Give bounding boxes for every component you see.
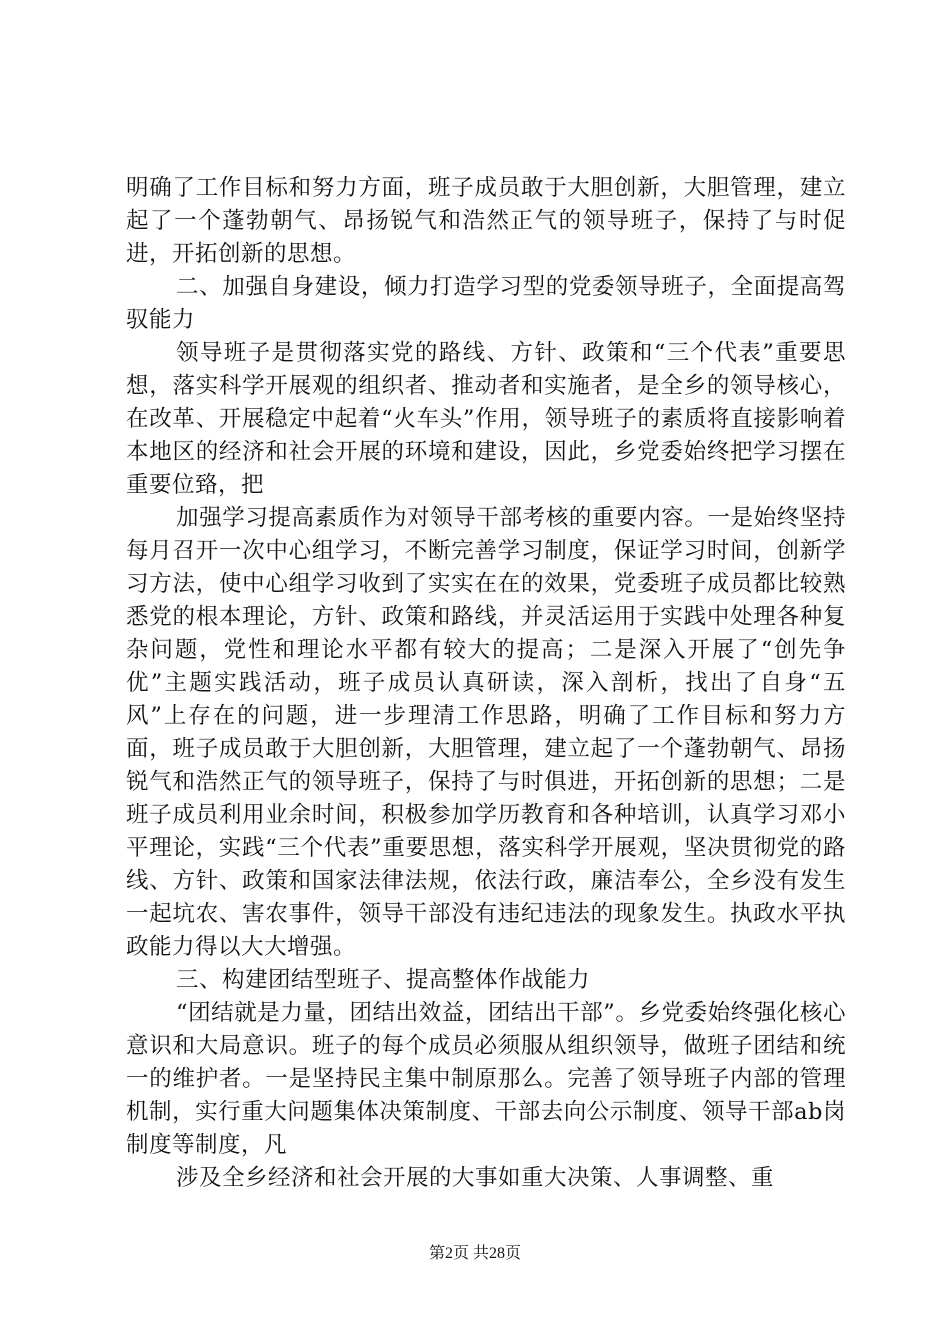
paragraph-6: “团结就是力量，团结出效益，团结出干部”。乡党委始终强化核心意识和大局意识。班子的每个成员必须服从组织领导，做班子团结和统一的维护者。一是坚持民主集中制原那么。完善了领导班子内部的管理机制，实行重大问题集体决策制度、干部去向公示制度、领导干部ab岗制度等制度，凡 [126,1000,846,1158]
page-footer: 第2页 共28页 [428,1245,521,1262]
paragraph-4: 加强学习提高素质作为对领导干部考核的重要内容。一是始终坚持每月召开一次中心组学习，不断完善学习制度，保证学习时间，创新学习方法，使中心组学习收到了实实在在的效果，党委班子成员都比较熟悉党的根本理论，方针、政策和路线，并灵活运用于实践中处理各种复杂问题，党性和理论水平都有较大的提高；二是深入开展了“创先争优”主题实践活动，班子成员认真研读，深入剖析，找出了自身“五风”上存在的问题，进一步理清工作思路，明确了工作目标和努力方面，班子成员敢于大胆创新，大胆管理，建立起了一个蓬勃朝气、昂扬锐气和浩然正气的领导班子，保持了与时俱进，开拓创新的思想；二是班子成员利用业余时间，积极参加学历教育和各种培训，认真学习邓小平理论，实践“三个代表”重要思想，落实科学开展观，坚决贯彻党的路线、方针、政策和国家法律法规，依法行政，廉洁奉公，全乡没有发生一起坑农、害农事件，领导干部没有违纪违法的现象发生。执政水平执政能力得以大大增强。 [126,505,846,960]
section-heading-3: 三、构建团结型班子、提高整体作战能力 [176,967,591,993]
paragraph-3: 领导班子是贯彻落实党的路线、方针、政策和“三个代表”重要思想，落实科学开展观的组织者、推动者和实施者，是全乡的领导核心，在改革、开展稳定中起着“火车头”作用，领导班子的素质将直接影响着本地区的经济和社会开展的环境和建设，因此，乡党委始终把学习摆在重要位臵，把 [126,340,846,498]
section-heading-2: 二、加强自身建设，倾力打造学习型的党委领导班子，全面提高驾驭能力 [126,274,846,333]
paragraph-7: 涉及全乡经济和社会开展的大事如重大决策、人事调整、重 [176,1165,775,1191]
document-body [126,172,846,1195]
paragraph-1: 明确了工作目标和努力方面，班子成员敢于大胆创新，大胆管理，建立起了一个蓬勃朝气、昂扬锐气和浩然正气的领导班子，保持了与时促进，开拓创新的思想。 [126,175,846,267]
